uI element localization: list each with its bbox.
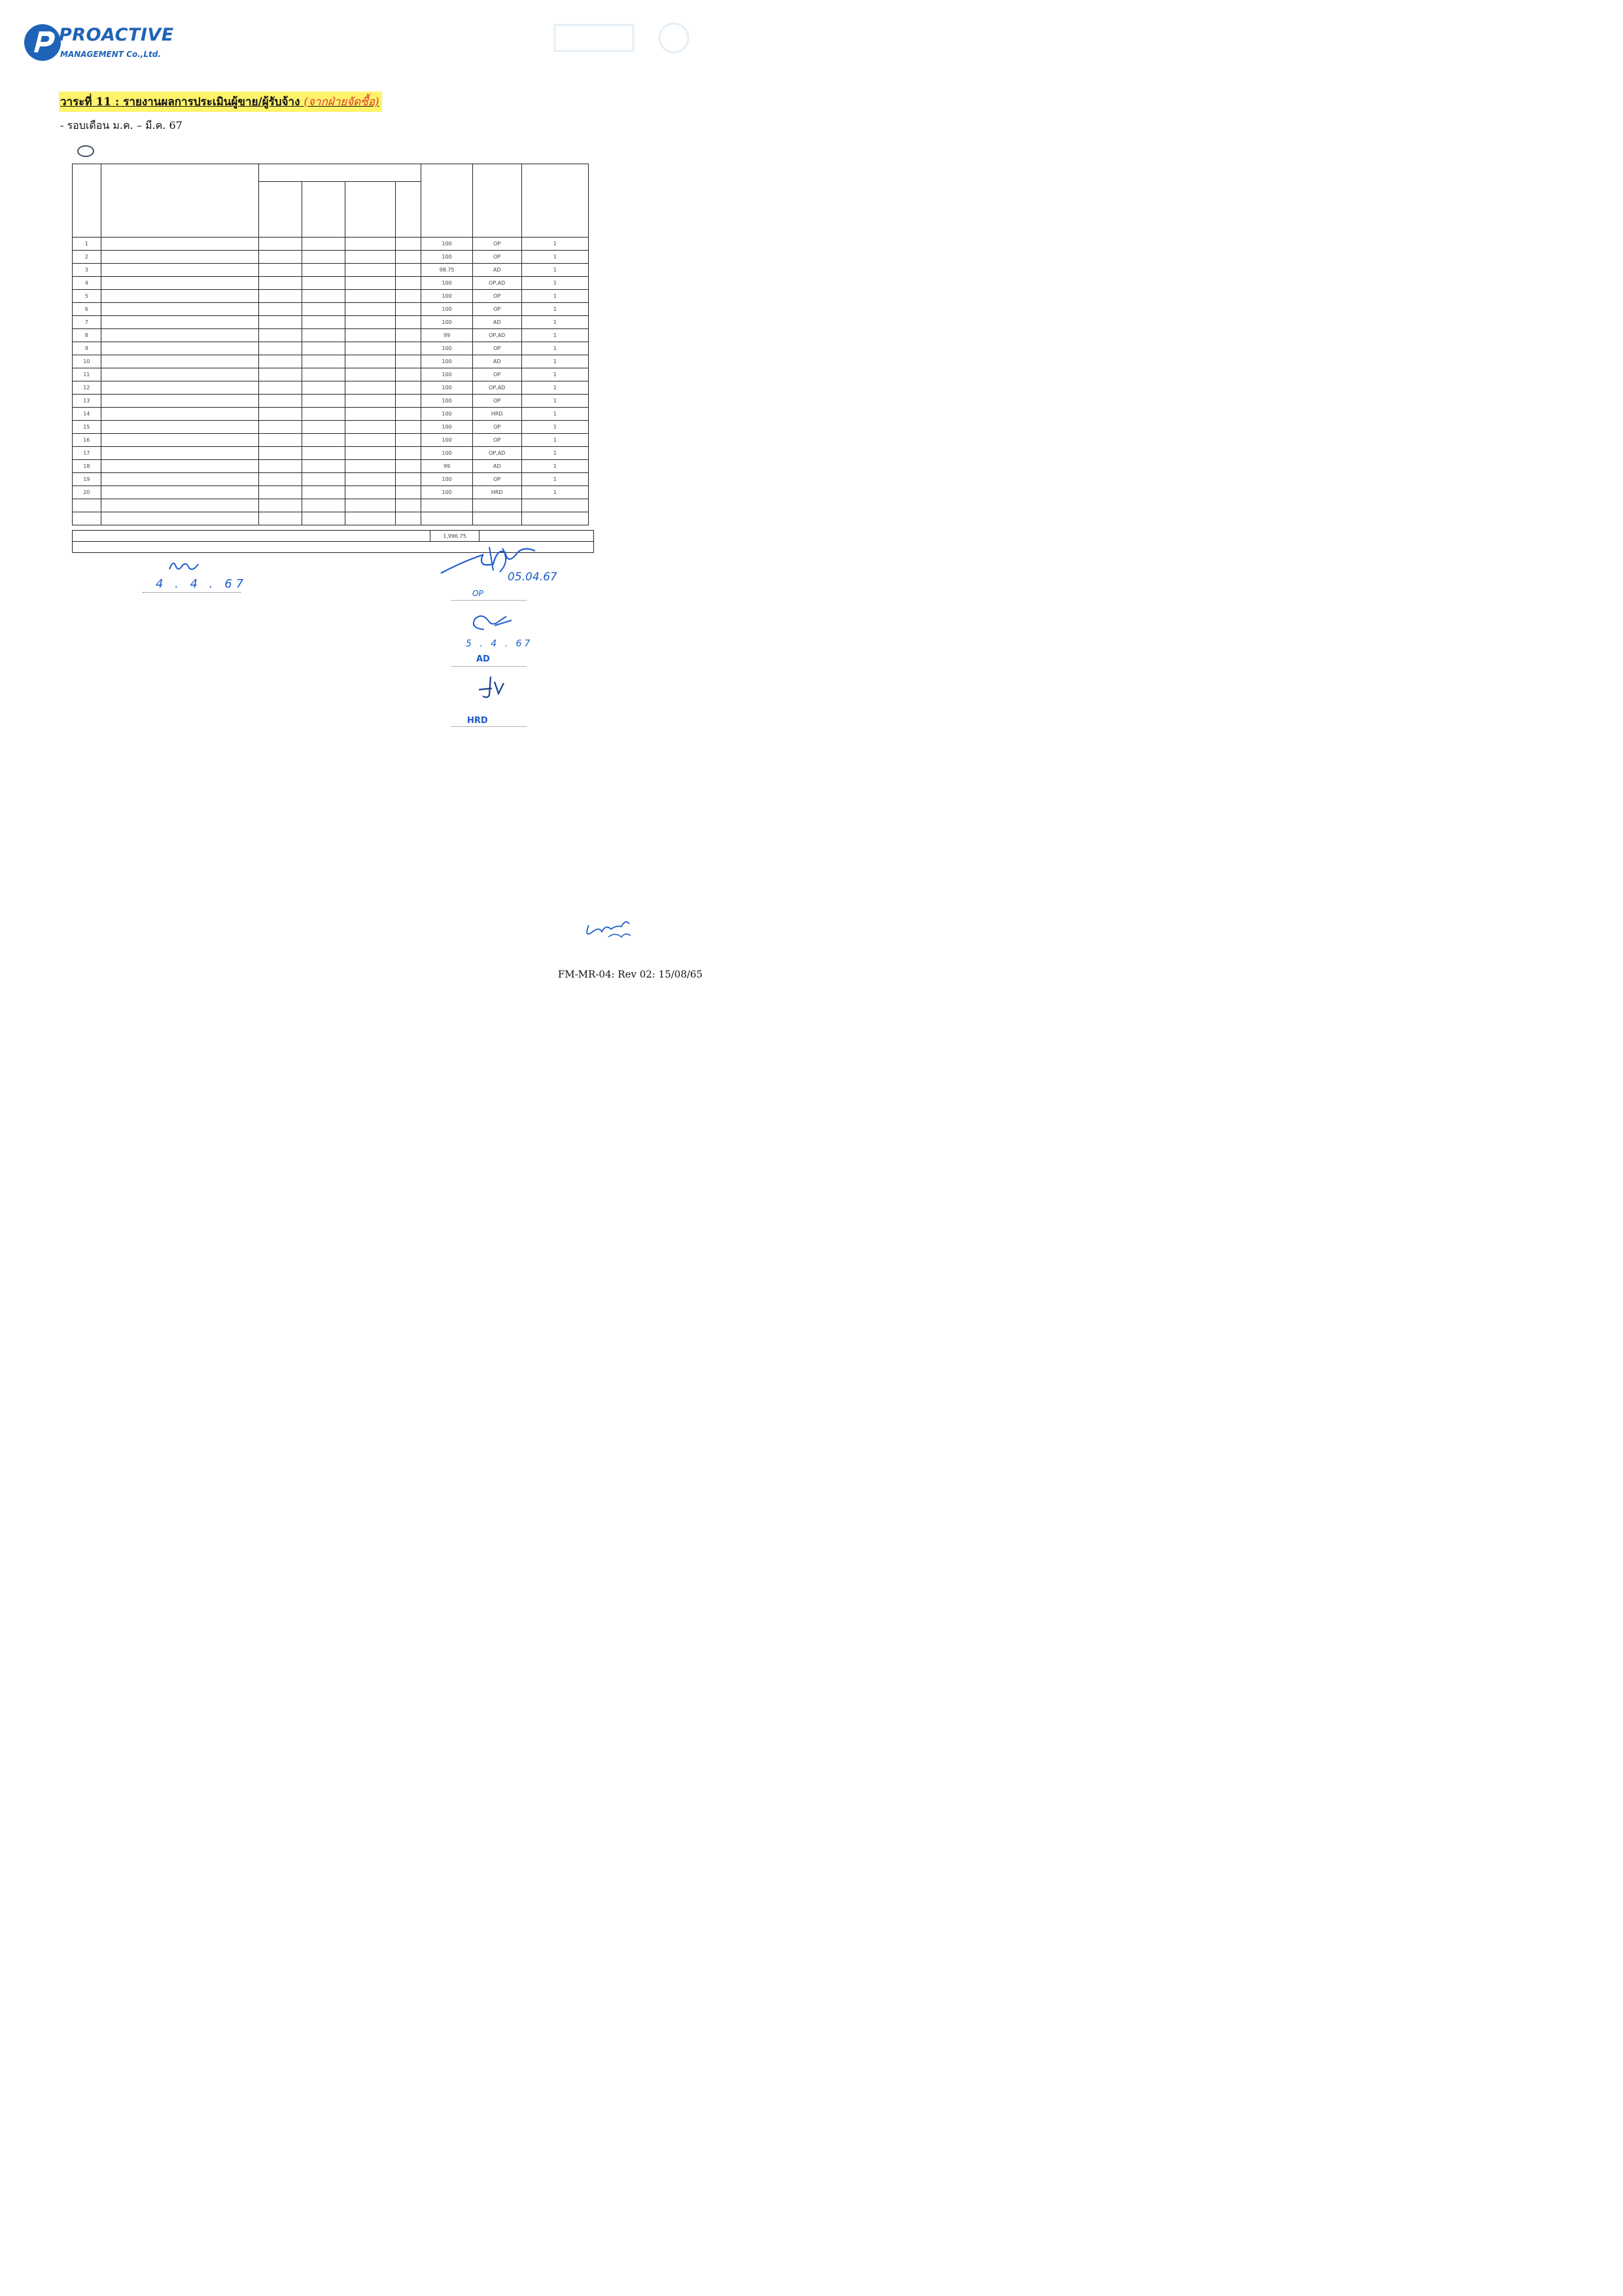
cell-criteria-2 [302,303,345,316]
cell-no: 3 [73,264,101,277]
cell-score: 100 [421,421,472,434]
cell-criteria-3 [345,290,395,303]
cell-criteria-4 [396,460,421,473]
cell-dept: OP [472,434,521,447]
left-signature-mark [167,557,206,574]
cell-criteria-4 [396,264,421,277]
cell-criteria-2 [302,251,345,264]
cell-criteria-1 [258,277,302,290]
agenda-department: (จากฝ่ายจัดซื้อ) [304,96,379,109]
company-logo [22,20,173,65]
cell-criteria-3 [345,421,395,434]
cell-vendor [101,381,258,395]
cell-level: 1 [521,238,588,251]
empty-cell [472,499,521,512]
evaluation-table-body [73,238,589,525]
cell-criteria-3 [345,368,395,381]
table-row [73,447,589,460]
table-row [73,303,589,316]
cell-dept: OP [472,290,521,303]
cell-score: 100 [421,238,472,251]
bleed-through-mark [550,18,700,58]
table-row [73,342,589,355]
table-row [73,473,589,486]
total-score: 1,996.75 [430,531,480,542]
cell-score: 100 [421,368,472,381]
col-criteria-4 [396,182,421,238]
cell-criteria-4 [396,447,421,460]
table-row [73,238,589,251]
right-signature-date-2: 5 . 4 . 67 [466,639,533,649]
empty-cell [521,512,588,525]
cell-criteria-4 [396,316,421,329]
cell-vendor [101,303,258,316]
dept-label-3: HRD [467,716,488,726]
table-row [73,251,589,264]
cell-criteria-1 [258,460,302,473]
cell-criteria-2 [302,381,345,395]
cell-level: 1 [521,290,588,303]
signature-line-3 [451,726,527,727]
cell-criteria-1 [258,316,302,329]
cell-dept: OP [472,251,521,264]
cell-criteria-3 [345,486,395,499]
cell-dept: AD [472,355,521,368]
cell-dept: OP,AD [472,381,521,395]
cell-criteria-4 [396,355,421,368]
cell-criteria-3 [345,238,395,251]
table-row [73,264,589,277]
cell-criteria-1 [258,264,302,277]
cell-criteria-4 [396,381,421,395]
table-row [73,486,589,499]
cell-criteria-1 [258,238,302,251]
cell-criteria-2 [302,408,345,421]
empty-cell [101,512,258,525]
cell-no: 9 [73,342,101,355]
cell-criteria-4 [396,329,421,342]
cell-criteria-1 [258,368,302,381]
col-level [521,164,588,238]
col-vendor [101,164,258,238]
cell-criteria-3 [345,447,395,460]
cell-level: 1 [521,251,588,264]
cell-vendor [101,395,258,408]
cell-vendor [101,434,258,447]
cell-score: 100 [421,395,472,408]
cell-criteria-4 [396,368,421,381]
right-signature-date-1: 05.04.67 [508,571,557,584]
empty-cell [258,499,302,512]
round-label: - รอบเดือน ม.ค. – มี.ค. 67 [60,119,183,132]
cell-dept: OP [472,303,521,316]
cell-dept: OP,AD [472,277,521,290]
cell-no: 13 [73,395,101,408]
cell-level: 1 [521,460,588,473]
cell-score: 100 [421,316,472,329]
cell-criteria-1 [258,329,302,342]
cell-vendor [101,447,258,460]
cell-score: 100 [421,473,472,486]
cell-score: 100 [421,434,472,447]
cell-criteria-3 [345,251,395,264]
cell-criteria-2 [302,342,345,355]
cell-criteria-1 [258,381,302,395]
cell-no: 16 [73,434,101,447]
cell-criteria-3 [345,342,395,355]
signature-line-2 [451,666,527,667]
document-code: FM-MR-04: Rev 02: 15/08/65 [557,968,703,980]
table-row [73,460,589,473]
cell-dept: OP [472,238,521,251]
cell-criteria-1 [258,303,302,316]
cell-score: 99 [421,329,472,342]
cell-criteria-3 [345,460,395,473]
cell-no: 2 [73,251,101,264]
cell-vendor [101,355,258,368]
col-criteria-group [258,164,421,182]
empty-cell [101,499,258,512]
cell-dept: AD [472,264,521,277]
cell-level: 1 [521,421,588,434]
table-row [73,290,589,303]
cell-score: 100 [421,303,472,316]
evaluation-table [72,164,589,525]
table-row [73,381,589,395]
cell-level: 1 [521,277,588,290]
cell-criteria-2 [302,421,345,434]
initials-mark [582,912,641,942]
cell-dept: OP,AD [472,329,521,342]
cell-criteria-3 [345,381,395,395]
empty-cell [421,512,472,525]
col-criteria-2 [302,182,345,238]
cell-score: 100 [421,290,472,303]
col-criteria-3 [345,182,395,238]
cell-score: 100 [421,355,472,368]
cell-criteria-1 [258,447,302,460]
table-row [73,408,589,421]
table-row-empty [73,499,589,512]
cell-score: 100 [421,277,472,290]
cell-level: 1 [521,342,588,355]
cell-criteria-1 [258,486,302,499]
dept-label-2: AD [476,654,490,664]
cell-vendor [101,251,258,264]
cell-vendor [101,473,258,486]
cell-vendor [101,342,258,355]
cell-no: 1 [73,238,101,251]
empty-cell [421,499,472,512]
cell-score: 100 [421,381,472,395]
table-row [73,395,589,408]
cell-level: 1 [521,408,588,421]
cell-criteria-3 [345,355,395,368]
cell-vendor [101,316,258,329]
form-logo-icon [77,145,94,157]
cell-dept: OP [472,473,521,486]
cell-criteria-2 [302,473,345,486]
cell-dept: AD [472,316,521,329]
table-row [73,277,589,290]
form-logo [77,145,97,157]
cell-criteria-2 [302,290,345,303]
table-row [73,368,589,381]
left-signature-line [143,592,241,593]
cell-criteria-2 [302,316,345,329]
cell-criteria-1 [258,355,302,368]
table-row [73,329,589,342]
cell-vendor [101,264,258,277]
cell-criteria-1 [258,421,302,434]
empty-cell [472,512,521,525]
cell-vendor [101,460,258,473]
cell-dept: OP,AD [472,447,521,460]
signature-line-1 [451,600,527,601]
cell-dept: AD [472,460,521,473]
cell-criteria-1 [258,395,302,408]
cell-criteria-3 [345,434,395,447]
empty-cell [345,499,395,512]
cell-criteria-4 [396,238,421,251]
cell-level: 1 [521,303,588,316]
cell-criteria-2 [302,460,345,473]
empty-cell [258,512,302,525]
cell-dept: HRD [472,408,521,421]
cell-criteria-3 [345,329,395,342]
cell-criteria-2 [302,395,345,408]
cell-no: 20 [73,486,101,499]
cell-level: 1 [521,329,588,342]
cell-vendor [101,277,258,290]
total-label [73,531,430,542]
col-score [421,164,472,238]
right-signature-3 [475,674,508,700]
cell-vendor [101,408,258,421]
cell-score: 100 [421,342,472,355]
cell-criteria-2 [302,368,345,381]
col-dept [472,164,521,238]
cell-criteria-4 [396,421,421,434]
cell-dept: HRD [472,486,521,499]
cell-no: 15 [73,421,101,434]
cell-no: 17 [73,447,101,460]
cell-criteria-3 [345,395,395,408]
cell-no: 19 [73,473,101,486]
cell-criteria-4 [396,408,421,421]
cell-dept: OP [472,342,521,355]
cell-criteria-3 [345,277,395,290]
cell-criteria-3 [345,264,395,277]
cell-criteria-4 [396,395,421,408]
cell-no: 6 [73,303,101,316]
right-signature-2 [466,610,518,636]
table-row [73,434,589,447]
total-empty [480,531,594,542]
cell-level: 1 [521,355,588,368]
table-row [73,316,589,329]
dept-label-1: OP [472,589,483,598]
empty-cell [73,499,101,512]
cell-criteria-2 [302,329,345,342]
cell-no: 12 [73,381,101,395]
cell-criteria-2 [302,434,345,447]
table-row [73,355,589,368]
cell-dept: OP [472,421,521,434]
cell-criteria-2 [302,447,345,460]
cell-level: 1 [521,316,588,329]
cell-criteria-3 [345,303,395,316]
col-criteria-1 [258,182,302,238]
empty-cell [302,512,345,525]
logo-subtitle: MANAGEMENT Co.,Ltd. [60,50,161,59]
cell-criteria-2 [302,355,345,368]
empty-cell [521,499,588,512]
cell-criteria-4 [396,342,421,355]
cell-score: 100 [421,447,472,460]
cell-level: 1 [521,434,588,447]
table-row-empty [73,512,589,525]
cell-criteria-1 [258,290,302,303]
cell-criteria-4 [396,251,421,264]
empty-cell [73,512,101,525]
cell-level: 1 [521,395,588,408]
cell-score: 100 [421,251,472,264]
empty-cell [302,499,345,512]
cell-vendor [101,421,258,434]
logo-emblem-icon [22,22,63,63]
cell-criteria-2 [302,264,345,277]
cell-vendor [101,329,258,342]
cell-no: 10 [73,355,101,368]
logo-title: PROACTIVE [59,25,174,45]
cell-level: 1 [521,368,588,381]
cell-criteria-3 [345,408,395,421]
cell-level: 1 [521,264,588,277]
left-signature-date: 4 . 4 . 67 [156,577,248,591]
cell-score: 98.75 [421,264,472,277]
cell-criteria-4 [396,473,421,486]
col-no [73,164,101,238]
cell-criteria-2 [302,277,345,290]
cell-criteria-4 [396,303,421,316]
cell-score: 100 [421,408,472,421]
agenda-title: วาระที่ 11 : รายงานผลการประเมินผู้ขาย/ผู้รับจ้าง [60,96,300,109]
cell-no: 11 [73,368,101,381]
cell-criteria-4 [396,290,421,303]
cell-level: 1 [521,486,588,499]
table-row [73,421,589,434]
cell-vendor [101,486,258,499]
empty-cell [396,499,421,512]
agenda-heading [59,92,382,112]
cell-score: 100 [421,486,472,499]
cell-criteria-1 [258,473,302,486]
cell-level: 1 [521,381,588,395]
cell-no: 4 [73,277,101,290]
cell-criteria-1 [258,408,302,421]
cell-criteria-1 [258,434,302,447]
cell-no: 7 [73,316,101,329]
cell-no: 8 [73,329,101,342]
cell-criteria-2 [302,486,345,499]
cell-criteria-1 [258,342,302,355]
cell-no: 18 [73,460,101,473]
cell-no: 14 [73,408,101,421]
cell-criteria-4 [396,434,421,447]
cell-level: 1 [521,473,588,486]
cell-dept: OP [472,368,521,381]
cell-vendor [101,368,258,381]
cell-level: 1 [521,447,588,460]
cell-score: 99 [421,460,472,473]
cell-criteria-3 [345,473,395,486]
cell-no: 5 [73,290,101,303]
cell-criteria-2 [302,238,345,251]
empty-cell [345,512,395,525]
cell-criteria-4 [396,277,421,290]
cell-vendor [101,238,258,251]
cell-vendor [101,290,258,303]
cell-criteria-4 [396,486,421,499]
cell-criteria-1 [258,251,302,264]
empty-cell [396,512,421,525]
cell-dept: OP [472,395,521,408]
cell-criteria-3 [345,316,395,329]
